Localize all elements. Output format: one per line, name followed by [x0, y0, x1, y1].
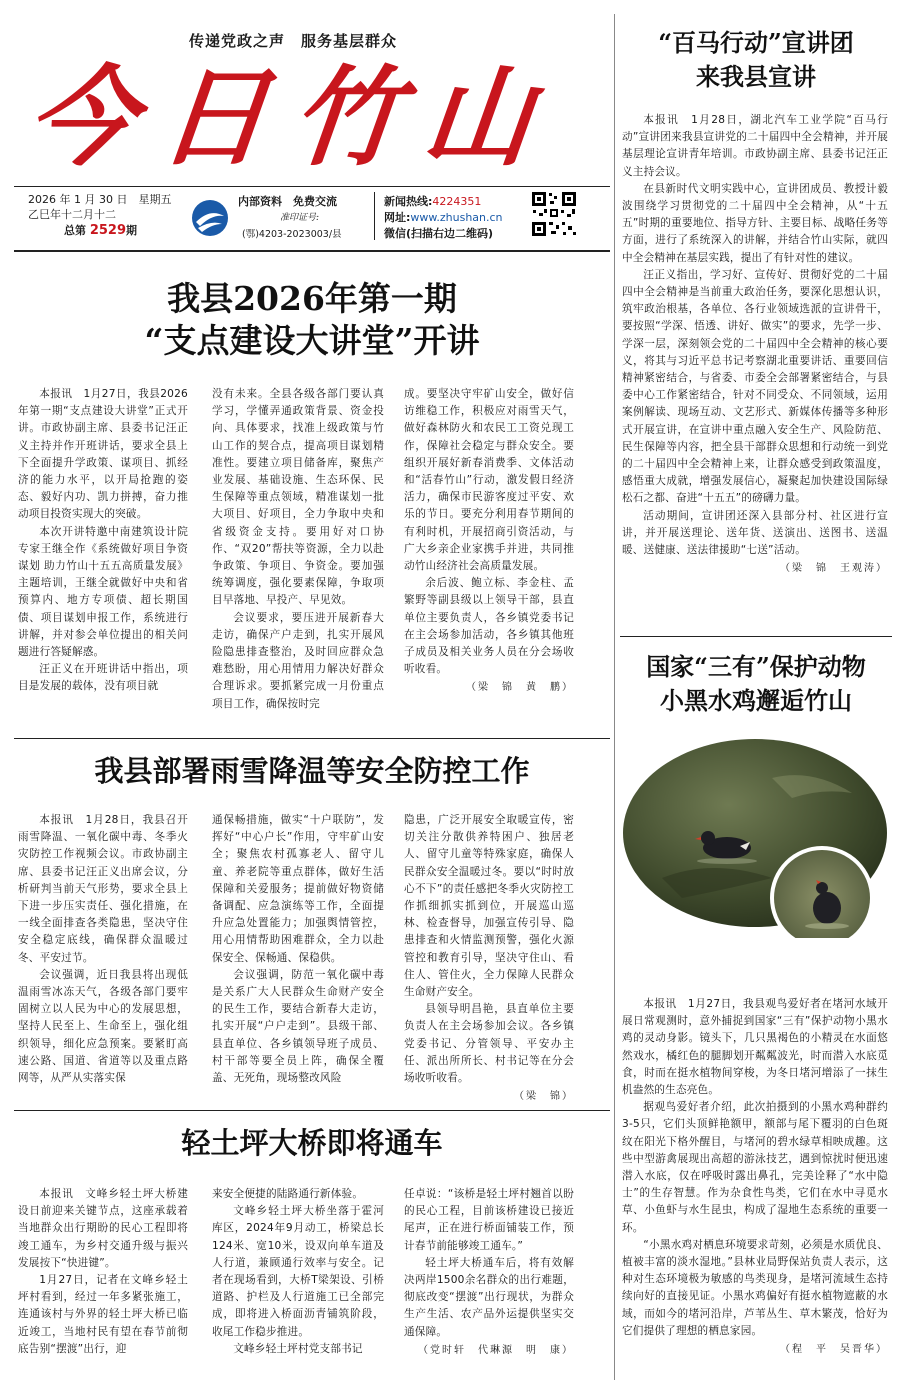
article3-para: 轻土坪大桥通车后，将有效解决两岸1500余名群众的出行难题，彻底改变“摆渡”出行现状，为群众生产生活、农产品外运提供坚实交通保障。 — [404, 1256, 574, 1338]
article5-title-line2: 小黑水鸡邂逅竹山 — [660, 686, 852, 715]
article2-para: 隐患，广泛开展安全取暖宣传，密切关注分散供养特困户、独居老人、留守儿童等特殊家庭，确保人民群众安全温暖过冬。要以“时时放心不下”的责任感把冬季火灾防控工作抓细抓实抓到位，开展巡山巡林、检查督导，加强宣传引导、隐患排查和火情监测预警，强化火源管控和教育引导，坚决守住山、看住人、管住火，全力保障人民群众生命财产安全。 — [404, 814, 574, 999]
article3-col1 — [18, 1186, 188, 1382]
issue-number: 2529 — [89, 223, 127, 238]
article1-para: 本次开讲特邀中南建筑设计院专家王继全作《系统做好项目争资谋划 助力竹山十五五高质量发展》主题培训，王继全就做好中央和省预算内、地方专项债、超长期国债、项目谋划申报工作，系统进行讲解，并对参会单位提出的相关问题进行答疑解惑。 — [18, 525, 188, 659]
article1-para: 会议要求，要压进开展新春大走访，确保产户走到，扎实开展风险隐患排查整治，及时回应群众急难愁盼，用心用情用力解决好群众合理诉求。要抓紧完成一月份重点项目工作，确保按时完 — [212, 611, 384, 710]
article4-para: 在县新时代文明实践中心，宣讲团成员、教授计毅波围绕学习贯彻党的二十届四中全会精神，从“十五五”时期的重要地位、指导方针、主要目标、战略任务等方面，进行了系统深入的讲解，并结合竹山实际，就四中全会精神在基层实践，提出了有针对性的建议。 — [622, 182, 888, 264]
article2-signature: （梁 锦） — [514, 1091, 574, 1103]
qr-code-icon[interactable] — [530, 190, 578, 238]
article3-para: 文峰乡轻土坪村党支部书记 — [233, 1342, 363, 1355]
article2-para: 县领导明昌艳，县直单位主要负责人在主会场参加会议。各乡镇党委书记、分管领导、平安办主任、派出所所长、村书记等在分会场收听收看。 — [404, 1003, 574, 1085]
article4-title-line1: “百马行动”宣讲团 — [658, 28, 854, 57]
newspaper-logo-icon — [190, 198, 230, 238]
masthead-title: 今日竹山 — [21, 55, 563, 181]
article1-headline — [14, 278, 610, 362]
article5-para: 本报讯 1月27日，我县观鸟爱好者在堵河水域开展日常观测时，意外捕捉到国家“三有”保护动物小黑水鸡的灵动身影。镜头下，几只黑褐色的小精灵在水面悠然戏水，橘红色的腿脚划开粼粼波光，时而潜入水底觅食，时而在挺水植物间穿梭，为冬日堵河增添了一抹生机盎然的生态亮色。 — [622, 998, 888, 1097]
article3-col2 — [212, 1186, 384, 1382]
article3-headline: 轻土坪大桥即将通车 — [181, 1126, 443, 1160]
article4-signature: （梁 锦 王观涛） — [780, 563, 888, 575]
section-divider — [14, 1110, 610, 1111]
article1-col1 — [18, 386, 188, 730]
article3-col3 — [404, 1186, 574, 1382]
website-line — [384, 209, 503, 225]
article3-para: 1月27日，记者在文峰乡轻土坪村看到，经过一年多紧张施工，连通该村与外界的轻土坪大桥已临近竣工，当地村民有望在春节前彻底告别“摆渡”出行，迎 — [18, 1274, 188, 1355]
article3-para: 任卓说：“该桥是轻土坪村翘首以盼的民心工程，目前该桥建设已接近尾声，正在进行桥面铺装工作，预计春节前能够竣工通车。” — [404, 1188, 574, 1252]
article3-para: 来安全便捷的陆路通行新体验。 — [212, 1188, 364, 1200]
website-label: 网址: — [384, 211, 411, 224]
column-divider — [614, 14, 615, 1380]
article5-headline — [620, 650, 892, 718]
article2-para: 会议强调，近日我县将出现低温雨雪冰冻天气，各级各部门要牢固树立以人民为中心的发展思想，坚持人民至上、生命至上，强化组织领导，细化应急预案。要紧盯高速公路、国道、省道等以及重点路网等，从严从实落实保 — [18, 968, 188, 1085]
article2-para: 会议强调，防范一氧化碳中毒是关系广大人民群众生命财产安全的民生工作，要结合新春大走访，扎实开展“户户走到”。县级干部、县直单位、各乡镇领导班子成员、村干部等要全员上阵，确保全覆盖、无死角，现场整改风险 — [212, 968, 384, 1085]
permit-number: (鄂)4203-2023003/县 — [242, 229, 342, 240]
article5-title-line1: 国家“三有”保护动物 — [646, 652, 866, 681]
permit-label: 准印证号: — [280, 213, 320, 223]
article1-para: 汪正义在开班讲话中指出，项目是发展的载体，没有项目就 — [18, 663, 188, 693]
article4-para: 本报讯 1月28日，湖北汽车工业学院“百马行动”宣讲团来我县宣讲党的二十届四中全会精神，并开展基层理论宣讲青年培训。市政协副主席、县委书记汪正义主持会议。 — [622, 114, 888, 178]
article4-para: 汪正义指出，学习好、宣传好、贯彻好党的二十届四中全会精神是当前重大政治任务，要深化思想认识，筑牢政治根基，各单位、各行业领域选派的宣讲骨干，要按照“学深、悟透、讲好、做实”的要求，先学一步、学深一层，深刻领会党的二十届四中全会精神的核心要义，将其与习近平总书记考察湖北重要讲话、重要回信精神紧密结合，与省委、市委全会部署紧密结合，与县委中心工作紧密结合，针对不同受众、不同领域，运用案例解读、现场互动、文艺形式、新媒体传播等多种形式开展宣讲，在宣讲中重点融入安全生产、风险防范、民生保障等内容，把全县干部群众思想和行动统一到党的二十届四中全会精神上来，让群众感受到政策温度，感悟重大成就，增强发展信心，凝聚起加快建设国际绿松石之都、奋进“十五五”的磅礴力量。 — [622, 268, 888, 505]
article5-para: 据观鸟爱好者介绍，此次拍摄到的小黑水鸡种群约3-5只，它们头顶鲜艳额甲，额部与尾下覆羽的白色斑纹在阳光下格外醒目，与堵河的碧水绿草相映成趣。这些中型游禽展现出高超的游泳技艺，遇到惊扰时便迅速潜入水底，仅在呼吸时露出鼻孔，完美诠释了“水中隐士”的生存智慧。作为杂食性鸟类，它们在水中寻觅水草、小鱼虾与水生昆虫，构成了湿地生态系统的重要一环。 — [622, 1101, 888, 1234]
article1-col2 — [212, 386, 384, 730]
article5-body — [622, 996, 888, 1372]
masthead-rule-bottom — [14, 250, 610, 252]
section-divider — [14, 738, 610, 739]
article4-title-line2: 来我县宣讲 — [696, 62, 816, 91]
article1-para: 没有未来。全县各级各部门要认真学习，学懂弄通政策背景、资金投向、具体要求，找准上级政策与竹山工作的契合点，提高项目谋划精准性。要建立项目储备库，聚焦产业发展、基础设施、生态环保、民生保障等重点领域，精准谋划一批大项目、好项目，全力争取中央和省级资金支持。要用好对口协作、“双20”帮扶等资源，全力以赴争政策、争项目、争资金。要加强统筹调度，强化要素保障，争取项目早落地、早投产、早见效。 — [212, 388, 384, 607]
article5-signature: （程 平 吴晋华） — [780, 1344, 888, 1356]
article1-para: 余后波、鲍立标、李金柱、孟繁野等副县级以上领导干部，县直单位主要负责人，各乡镇党委书记在主会场参加活动，各乡镇其他班子成员及相关业务人员在分会场收听收看。 — [404, 577, 574, 676]
article4-headline — [620, 26, 892, 94]
masthead-info — [14, 190, 610, 242]
article5-para: “小黑水鸡对栖息环境要求苛刻，必须是水质优良、植被丰富的淡水湿地。”县林业局野保站负责人表示，这种对生态环境极为敏感的鸟类现身，是堵河流域生态持续向好的直接见证。小黑水鸡偏好有挺水植物遮蔽的水域，而如今的堵河沿岸，芦苇丛生、草木繁茂，恰好为它们提供了理想的栖息家园。 — [622, 1238, 888, 1337]
article1-para: 本报讯 1月27日，我县2026年第一期“支点建设大讲堂”正式开讲。市政协副主席、县委书记汪正义主持并作开班讲话，要求全县上下全面提升学政策、谋项目、抓经济的能力水平，以开局抢跑的姿态、毅好内功、凯力拼搏，奋力推动项目投资实现大的突破。 — [18, 388, 188, 521]
lunar-line: 乙巳年十二月十二 — [28, 208, 116, 221]
article2-para: 通保畅措施，做实“十户联防”，发挥好“中心户长”作用，守牢矿山安全；聚焦农村孤寡老人、留守儿童、养老院等重点群体，做好生活保障和关爱服务；提前做好物资储备调配、应急演练等工作，全面提升应急处置能力；加强舆情管控，用心用情帮助困难群众，全力以赴保安全、保畅通、保稳供。 — [212, 814, 384, 964]
article3-signature: （党时轩 代琳源 明 康） — [418, 1344, 574, 1356]
website-link[interactable]: www.zhushan.cn — [410, 211, 503, 224]
issue-line — [64, 223, 137, 238]
article3-para: 本报讯 文峰乡轻土坪大桥建设日前迎来关键节点，这座承载着当地群众出行期盼的民心工程即将竣工通车，为乡村交通升级与振兴发展按下“快进键”。 — [18, 1188, 188, 1269]
article1-title-line1: 我县2026年第一期 — [167, 279, 457, 318]
article4-para: 活动期间，宣讲团还深入县部分村、社区进行宣讲，并开展送理论、送年货、送演出、送图书、送温暖、送健康、送法律援助“七送”活动。 — [622, 509, 888, 557]
issue-prefix: 总第 — [64, 224, 86, 237]
moorhen-photo — [622, 738, 888, 938]
masthead-slogan: 传递党政之声 服务基层群众 — [189, 32, 398, 50]
masthead-rule-top — [14, 186, 610, 187]
hotline-number: 4224351 — [432, 195, 482, 208]
date-line: 2026 年 1 月 30 日 星期五 — [28, 193, 172, 206]
article2-headline: 我县部署雨雪降温等安全防控工作 — [94, 754, 530, 788]
article1-col3 — [404, 386, 574, 730]
hotline-line — [384, 193, 481, 209]
article1-para: 成。要坚决守牢矿山安全，做好信访维稳工作，积极应对雨雪天气，做好森林防火和农民工工资兑现工作，保障社会稳定与群众安全。要组织开展好新春消费季、文体活动和“活春竹山”行动，激发假日经济活力，确保市民游客度过平安、欢乐的节日。要充分利用春节期间的有利时机，开展招商引资活动，与广大乡亲企业家携手并进，共同推动竹山经济社会高质量发展。 — [404, 388, 574, 573]
article1-title-line2: “支点建设大讲堂”开讲 — [144, 321, 480, 360]
section-divider — [620, 636, 892, 637]
internal-label: 内部资料 免费交流 — [238, 195, 337, 208]
article1-signature: （梁 锦 黄 鹏） — [466, 682, 574, 694]
article3-para: 文峰乡轻土坪大桥坐落于霍河库区，2024年9月动工，桥梁总长124米、宽10米，设双向单车道及人行道，兼顾通行效率与安全。记者在现场看到，大桥T梁架设、引桥道路、护栏及人行道施工已全部完成，即将进入桥面沥青铺筑阶段，收尾工作稳步推进。 — [212, 1205, 384, 1338]
article4-body — [622, 112, 888, 630]
issue-suffix: 期 — [126, 224, 138, 237]
article2-col2 — [212, 812, 384, 1104]
article2-col1 — [18, 812, 188, 1104]
hotline-label: 新闻热线: — [384, 195, 433, 208]
article2-col3 — [404, 812, 574, 1104]
article2-para: 本报讯 1月28日，我县召开雨雪降温、一氧化碳中毒、冬季火灾防控工作视频会议。市政协副主席、县委书记汪正义出席会议，分析研判当前天气形势，要求全县上下进一步压实责任、强化措施，在一线全面排查各类隐患，坚决守住安全稳定底线，确保群众温暖过冬、平安过节。 — [18, 814, 188, 964]
wechat-line: 微信(扫描右边二维码) — [384, 227, 494, 240]
masthead-divider — [374, 192, 375, 240]
